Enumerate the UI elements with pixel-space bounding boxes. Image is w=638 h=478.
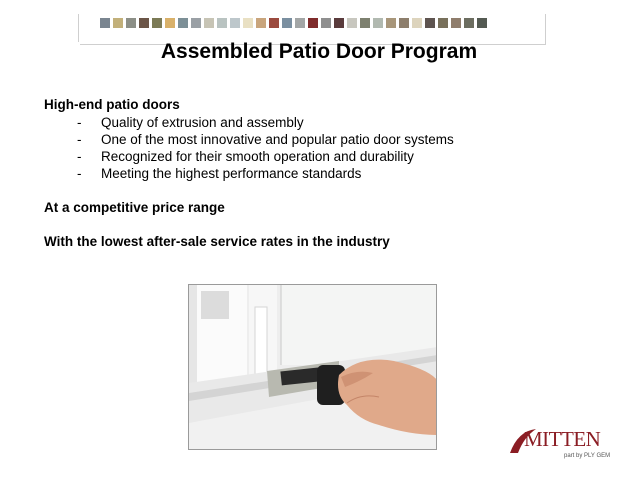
color-swatch	[360, 18, 370, 28]
bullet-item: - Meeting the highest performance standards	[44, 165, 454, 182]
color-swatch	[386, 18, 396, 28]
color-swatch	[230, 18, 240, 28]
color-swatch	[152, 18, 162, 28]
logo-brand: MITTEN	[524, 427, 601, 451]
color-swatch	[126, 18, 136, 28]
bullet-item: - Quality of extrusion and assembly	[44, 114, 454, 131]
color-swatch	[425, 18, 435, 28]
logo-tagline: part by PLY GEM	[564, 453, 611, 459]
color-swatch	[243, 18, 253, 28]
color-swatch	[464, 18, 474, 28]
color-swatch	[412, 18, 422, 28]
color-swatch	[308, 18, 318, 28]
color-swatch	[191, 18, 201, 28]
swatch-row	[100, 18, 490, 28]
slide-body	[44, 96, 454, 250]
color-swatch	[451, 18, 461, 28]
color-swatch	[334, 18, 344, 28]
bullet-item: - One of the most innovative and popular patio door systems	[44, 131, 454, 148]
color-swatch	[217, 18, 227, 28]
section-heading-price: At a competitive price range	[44, 200, 225, 215]
color-swatch	[347, 18, 357, 28]
color-swatch	[282, 18, 292, 28]
section-heading-service: With the lowest after-sale service rates in the industry	[44, 234, 390, 249]
color-swatch	[295, 18, 305, 28]
color-swatch	[256, 18, 266, 28]
slide-title: Assembled Patio Door Program	[160, 40, 478, 63]
color-swatch	[113, 18, 123, 28]
bullet-list	[44, 114, 454, 182]
color-swatch	[165, 18, 175, 28]
color-swatch	[399, 18, 409, 28]
mitten-logo	[508, 425, 630, 467]
color-swatch	[269, 18, 279, 28]
section-heading-high-end: High-end patio doors	[44, 97, 180, 112]
color-swatch	[321, 18, 331, 28]
color-swatch	[204, 18, 214, 28]
bullet-item: - Recognized for their smooth operation and durability	[44, 148, 454, 165]
color-swatch	[477, 18, 487, 28]
patio-door-illustration	[189, 285, 437, 450]
color-swatch	[178, 18, 188, 28]
color-swatch	[373, 18, 383, 28]
color-swatch	[438, 18, 448, 28]
color-swatch	[139, 18, 149, 28]
patio-door-photo	[188, 284, 437, 450]
color-swatch	[100, 18, 110, 28]
